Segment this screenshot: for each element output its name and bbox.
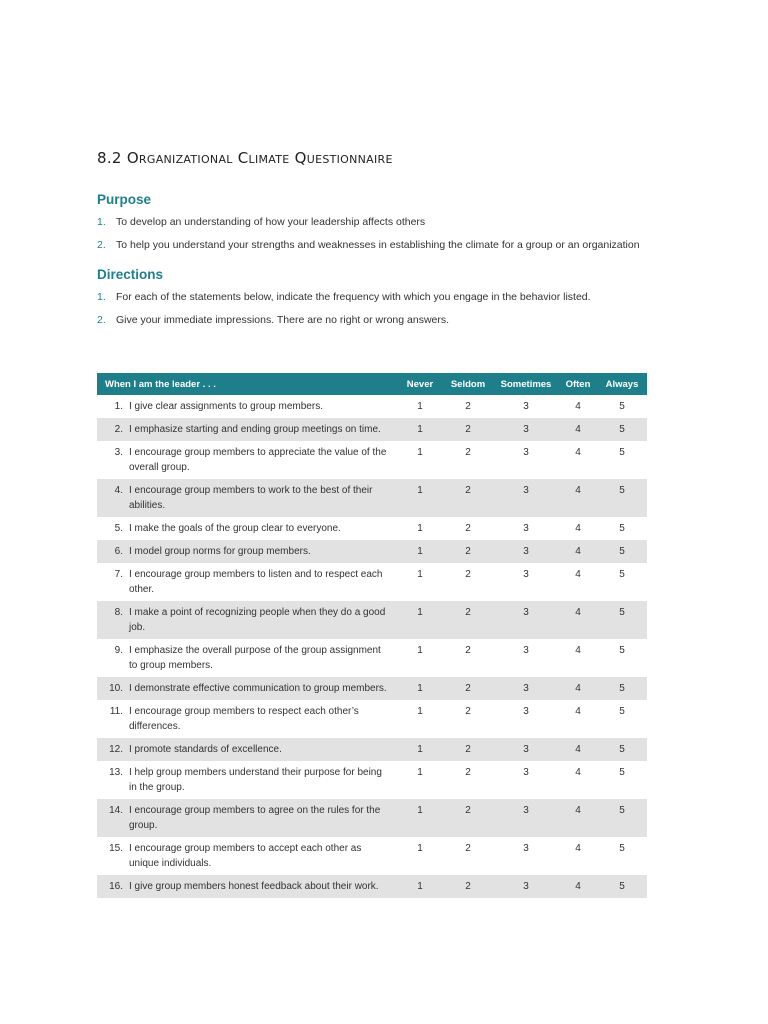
rating-often[interactable]: 4 bbox=[559, 479, 597, 517]
rating-sometimes[interactable]: 3 bbox=[493, 601, 559, 639]
purpose-list bbox=[97, 215, 647, 253]
rating-never[interactable]: 1 bbox=[417, 569, 423, 580]
row-number: 4. bbox=[97, 479, 123, 517]
rating-always[interactable]: 5 bbox=[597, 540, 647, 563]
rating-often[interactable]: 4 bbox=[575, 447, 581, 458]
rating-sometimes[interactable]: 3 bbox=[493, 418, 559, 441]
table-row bbox=[97, 799, 647, 837]
rating-always[interactable]: 5 bbox=[619, 843, 625, 854]
rating-sometimes[interactable]: 3 bbox=[493, 875, 559, 898]
rating-sometimes[interactable]: 3 bbox=[493, 479, 559, 517]
table-row bbox=[97, 738, 647, 761]
rating-sometimes[interactable]: 3 bbox=[493, 738, 559, 761]
row-number: 5. bbox=[114, 523, 123, 534]
row-number: 15. bbox=[109, 843, 123, 854]
rating-sometimes[interactable]: 3 bbox=[523, 447, 529, 458]
rating-sometimes[interactable]: 3 bbox=[523, 645, 529, 656]
rating-seldom[interactable]: 2 bbox=[465, 523, 471, 534]
row-number: 1. bbox=[114, 401, 123, 412]
header-never: Never bbox=[397, 373, 443, 395]
row-statement: I encourage group members to appreciate the value of the overall group. bbox=[129, 447, 387, 473]
rating-never[interactable]: 1 bbox=[397, 601, 443, 639]
row-statement: I help group members understand their purpose for being in the group. bbox=[129, 767, 382, 793]
table-row bbox=[97, 517, 647, 540]
row-number: 14. bbox=[97, 799, 123, 837]
directions-list bbox=[97, 290, 647, 328]
table-row bbox=[97, 540, 647, 563]
list-item bbox=[97, 313, 647, 328]
table-header-row bbox=[97, 373, 647, 395]
table-row bbox=[97, 875, 647, 898]
rating-never[interactable]: 1 bbox=[397, 738, 443, 761]
row-statement: I emphasize the overall purpose of the group assignment to group members. bbox=[129, 645, 381, 671]
rating-always[interactable]: 5 bbox=[619, 447, 625, 458]
rating-often[interactable]: 4 bbox=[575, 706, 581, 717]
table-row bbox=[97, 441, 647, 479]
rating-always[interactable]: 5 bbox=[619, 645, 625, 656]
row-statement: I promote standards of excellence. bbox=[123, 738, 397, 761]
rating-never[interactable]: 1 bbox=[417, 523, 423, 534]
row-number: 7. bbox=[114, 569, 123, 580]
table-row bbox=[97, 563, 647, 601]
row-statement: I give clear assignments to group members. bbox=[129, 401, 323, 412]
header-often: Often bbox=[559, 373, 597, 395]
rating-never[interactable]: 1 bbox=[397, 677, 443, 700]
row-number: 9. bbox=[114, 645, 123, 656]
row-statement: I demonstrate effective communication to group members. bbox=[123, 677, 397, 700]
rating-always[interactable]: 5 bbox=[619, 523, 625, 534]
table-row bbox=[97, 700, 647, 738]
table-row bbox=[97, 677, 647, 700]
rating-always[interactable]: 5 bbox=[597, 601, 647, 639]
document-page bbox=[97, 149, 647, 336]
list-text: Give your immediate impressions. There are no right or wrong answers. bbox=[116, 314, 450, 326]
rating-seldom[interactable]: 2 bbox=[465, 569, 471, 580]
table-row bbox=[97, 601, 647, 639]
rating-often[interactable]: 4 bbox=[559, 418, 597, 441]
row-number: 13. bbox=[109, 767, 123, 778]
rating-seldom[interactable]: 2 bbox=[465, 645, 471, 656]
list-item bbox=[97, 290, 647, 305]
directions-heading: Directions bbox=[97, 267, 164, 282]
header-always: Always bbox=[597, 373, 647, 395]
rating-often[interactable]: 4 bbox=[575, 843, 581, 854]
rating-never[interactable]: 1 bbox=[397, 418, 443, 441]
rating-often[interactable]: 4 bbox=[575, 569, 581, 580]
rating-always[interactable]: 5 bbox=[619, 401, 625, 412]
table-body bbox=[97, 395, 647, 898]
table-row bbox=[97, 418, 647, 441]
list-item bbox=[97, 215, 647, 230]
rating-often[interactable]: 4 bbox=[559, 540, 597, 563]
rating-always[interactable]: 5 bbox=[597, 677, 647, 700]
rating-often[interactable]: 4 bbox=[559, 677, 597, 700]
table-row bbox=[97, 395, 647, 418]
rating-seldom[interactable]: 2 bbox=[443, 738, 493, 761]
row-number: 12. bbox=[97, 738, 123, 761]
rating-always[interactable]: 5 bbox=[619, 706, 625, 717]
rating-often[interactable]: 4 bbox=[575, 645, 581, 656]
rating-often[interactable]: 4 bbox=[575, 523, 581, 534]
rating-always[interactable]: 5 bbox=[597, 738, 647, 761]
rating-sometimes[interactable]: 3 bbox=[523, 843, 529, 854]
rating-seldom[interactable]: 2 bbox=[465, 767, 471, 778]
list-number: 1. bbox=[97, 216, 106, 228]
rating-seldom[interactable]: 2 bbox=[443, 601, 493, 639]
rating-often[interactable]: 4 bbox=[559, 875, 597, 898]
rating-never[interactable]: 1 bbox=[417, 706, 423, 717]
rating-always[interactable]: 5 bbox=[597, 875, 647, 898]
rating-often[interactable]: 4 bbox=[575, 401, 581, 412]
header-sometimes: Sometimes bbox=[493, 373, 559, 395]
rating-sometimes[interactable]: 3 bbox=[523, 401, 529, 412]
list-number: 2. bbox=[97, 314, 106, 326]
rating-sometimes[interactable]: 3 bbox=[523, 767, 529, 778]
row-statement: I encourage group members to agree on the rules for the group. bbox=[123, 799, 397, 837]
rating-never[interactable]: 1 bbox=[417, 843, 423, 854]
row-statement: I encourage group members to work to the best of their abilities. bbox=[123, 479, 397, 517]
rating-sometimes[interactable]: 3 bbox=[523, 569, 529, 580]
table-row bbox=[97, 479, 647, 517]
rating-always[interactable]: 5 bbox=[619, 569, 625, 580]
rating-seldom[interactable]: 2 bbox=[443, 479, 493, 517]
list-text: For each of the statements below, indicate the frequency with which you engage in the behavior listed. bbox=[116, 291, 591, 303]
purpose-heading: Purpose bbox=[97, 192, 152, 207]
rating-often[interactable]: 4 bbox=[559, 738, 597, 761]
rating-sometimes[interactable]: 3 bbox=[493, 677, 559, 700]
page-title: 8.2 Organizational Climate Questionnaire bbox=[97, 149, 393, 167]
list-text: To help you understand your strengths and weaknesses in establishing the climate for a group or an organization bbox=[116, 239, 640, 251]
rating-never[interactable]: 1 bbox=[417, 401, 423, 412]
row-statement: I make the goals of the group clear to everyone. bbox=[129, 523, 341, 534]
rating-seldom[interactable]: 2 bbox=[465, 706, 471, 717]
header-leader: When I am the leader . . . bbox=[97, 373, 397, 395]
rating-seldom[interactable]: 2 bbox=[443, 677, 493, 700]
table-row bbox=[97, 639, 647, 677]
rating-always[interactable]: 5 bbox=[597, 418, 647, 441]
header-seldom: Seldom bbox=[443, 373, 493, 395]
row-number: 2. bbox=[97, 418, 123, 441]
row-statement: I encourage group members to respect each other’s differences. bbox=[129, 706, 359, 732]
table-row bbox=[97, 761, 647, 799]
row-statement: I emphasize starting and ending group meetings on time. bbox=[123, 418, 397, 441]
rating-seldom[interactable]: 2 bbox=[443, 799, 493, 837]
row-number: 11. bbox=[109, 706, 123, 717]
row-number: 16. bbox=[97, 875, 123, 898]
rating-never[interactable]: 1 bbox=[397, 875, 443, 898]
row-number: 8. bbox=[97, 601, 123, 639]
rating-seldom[interactable]: 2 bbox=[465, 843, 471, 854]
row-statement: I make a point of recognizing people when they do a good job. bbox=[123, 601, 397, 639]
rating-always[interactable]: 5 bbox=[619, 767, 625, 778]
rating-always[interactable]: 5 bbox=[597, 479, 647, 517]
rating-seldom[interactable]: 2 bbox=[443, 418, 493, 441]
list-number: 2. bbox=[97, 239, 106, 251]
row-number: 6. bbox=[97, 540, 123, 563]
rating-often[interactable]: 4 bbox=[559, 601, 597, 639]
rating-often[interactable]: 4 bbox=[559, 799, 597, 837]
row-statement: I model group norms for group members. bbox=[123, 540, 397, 563]
table-row bbox=[97, 837, 647, 875]
row-statement: I encourage group members to listen and to respect each other. bbox=[129, 569, 383, 595]
questionnaire-table bbox=[97, 373, 647, 898]
rating-never[interactable]: 1 bbox=[417, 447, 423, 458]
rating-sometimes[interactable]: 3 bbox=[493, 799, 559, 837]
rating-never[interactable]: 1 bbox=[417, 645, 423, 656]
rating-seldom[interactable]: 2 bbox=[465, 447, 471, 458]
list-number: 1. bbox=[97, 291, 106, 303]
rating-seldom[interactable]: 2 bbox=[465, 401, 471, 412]
rating-never[interactable]: 1 bbox=[417, 767, 423, 778]
list-text: To develop an understanding of how your leadership affects others bbox=[116, 216, 426, 228]
rating-often[interactable]: 4 bbox=[575, 767, 581, 778]
rating-always[interactable]: 5 bbox=[597, 799, 647, 837]
row-number: 10. bbox=[97, 677, 123, 700]
list-item bbox=[97, 238, 647, 253]
row-number: 3. bbox=[114, 447, 123, 458]
row-statement: I encourage group members to accept each other as unique individuals. bbox=[129, 843, 362, 869]
rating-seldom[interactable]: 2 bbox=[443, 875, 493, 898]
rating-sometimes[interactable]: 3 bbox=[523, 706, 529, 717]
row-statement: I give group members honest feedback about their work. bbox=[123, 875, 397, 898]
rating-sometimes[interactable]: 3 bbox=[493, 540, 559, 563]
rating-never[interactable]: 1 bbox=[397, 799, 443, 837]
rating-seldom[interactable]: 2 bbox=[443, 540, 493, 563]
rating-never[interactable]: 1 bbox=[397, 479, 443, 517]
rating-never[interactable]: 1 bbox=[397, 540, 443, 563]
rating-sometimes[interactable]: 3 bbox=[523, 523, 529, 534]
